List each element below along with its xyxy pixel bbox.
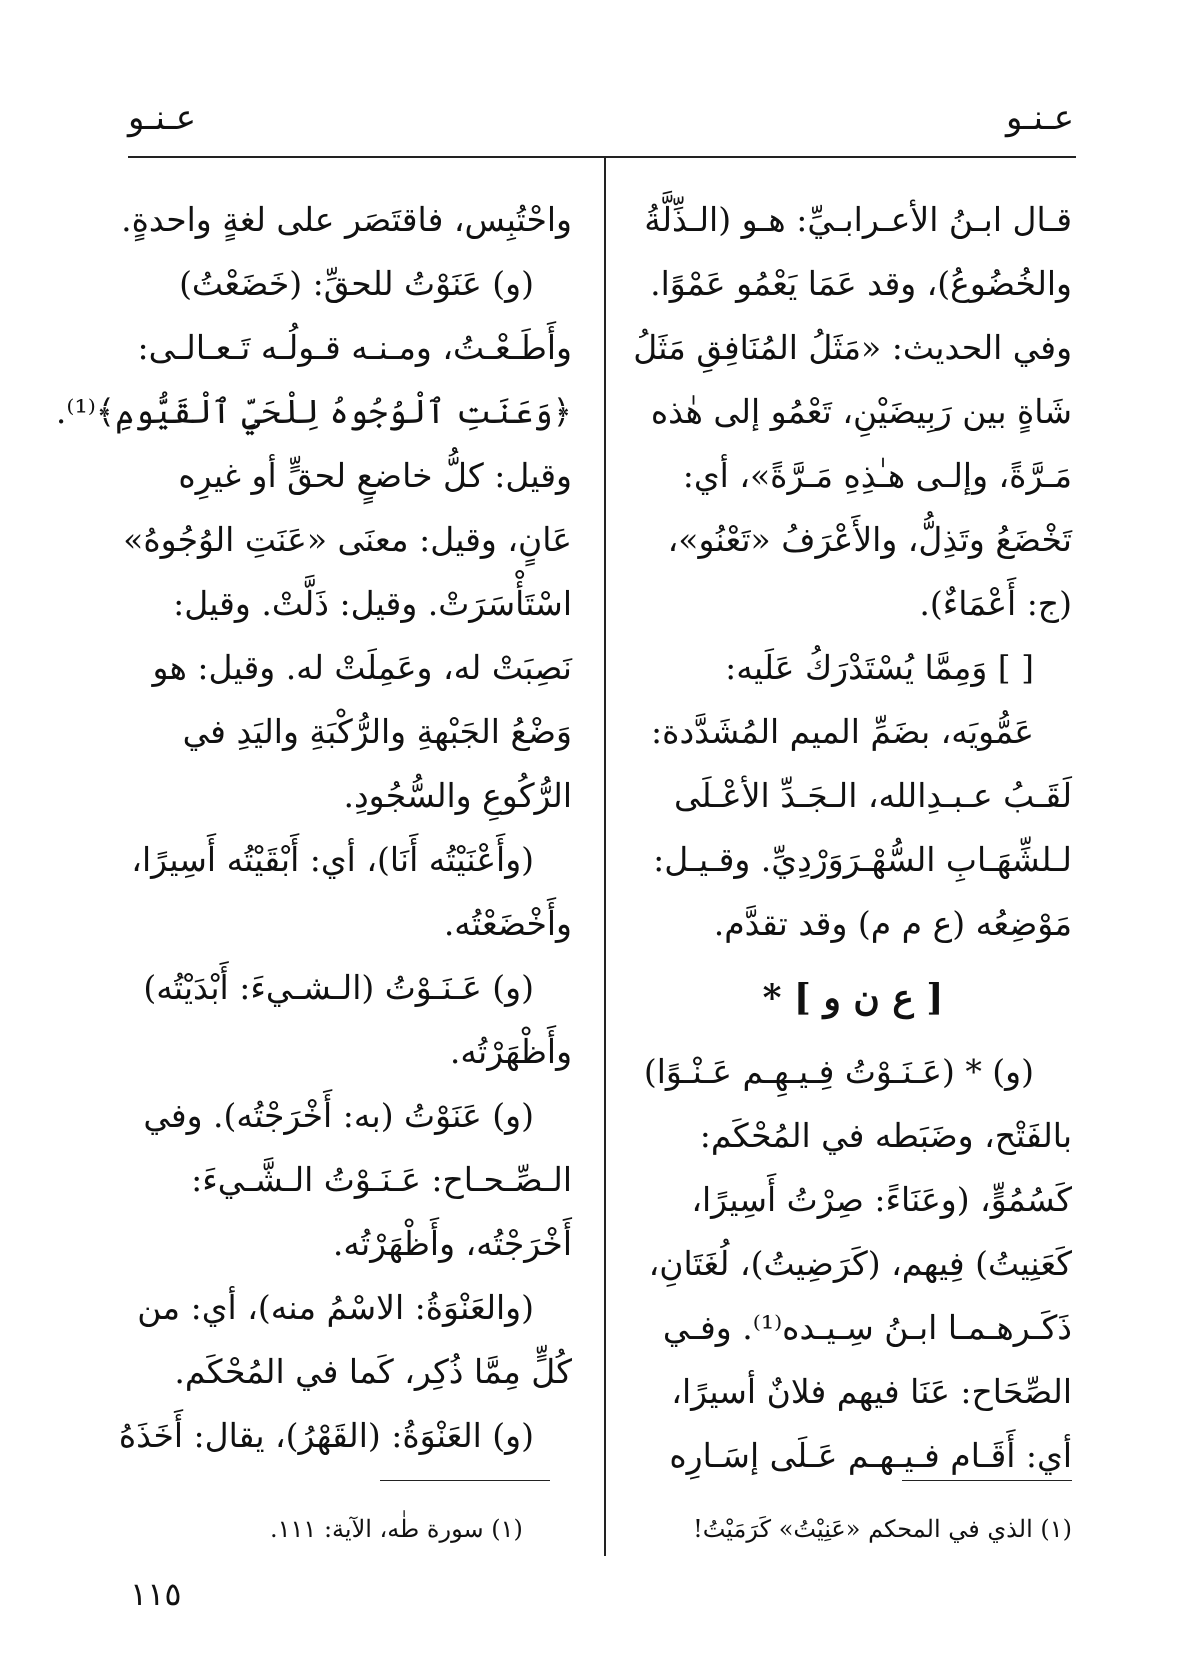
text-line: وأَطَـعْـتُ، ومـنـه قـولُـه تَـعـالـى: — [137, 328, 572, 367]
text-line: شَاةٍ بين رَبِيضَيْنِ، تَعْمُو إلى هٰذه — [650, 392, 1072, 431]
text-line: أي: أَقَـام فـيـهـم عَـلَى إسَـارِه — [669, 1436, 1072, 1475]
text-line: [ ] وَمِمَّا يُسْتَدْرَكُ عَلَيه: — [725, 648, 1034, 687]
text-line: بالفَتْح، وضَبَطه في المُحْكَم: — [699, 1116, 1072, 1155]
running-head-right: عـنـو — [1005, 98, 1074, 138]
text-line: والخُضُوعُ)، وقد عَمَا يَعْمُو عَمْوًا. — [650, 264, 1072, 303]
text-line: لَقَـبُ عـبـدِالله، الـجَـدِّ الأعْـلَى — [673, 776, 1072, 815]
text-line: وأَخْضَعْتُه. — [443, 904, 572, 943]
text-line: نَصِبَتْ له، وعَمِلَتْ له. وقيل: هو — [152, 648, 572, 687]
text-line: كَسُمُوٍّ، (وعَنَاءً: صِرْتُ أَسِيرًا، — [691, 1180, 1072, 1219]
footnote-right: (١) الذي في المحكم «عَنِيْتُ» كَرَمَيْتُ! — [693, 1515, 1072, 1543]
text-line: مَـرَّةً، وإلـى هـٰذِهِ مَـرَّةً»، أي: — [682, 456, 1072, 495]
text-line: مَوْضِعُه (ع م م) وقد تقدَّم. — [713, 904, 1072, 943]
text-line: (و) عَنَوْتُ للحقِّ: (خَضَعْتُ) — [179, 264, 534, 303]
right-column — [634, 188, 1072, 1488]
entry-heading: [ ع ن و ] * — [762, 977, 944, 1019]
text-line: (و) عَنَوْتُ (به: أَخْرَجْتُه). وفي — [143, 1096, 534, 1135]
text-line: عَمُّويَه، بضَمِّ الميم المُشَدَّدة: — [651, 712, 1034, 751]
footnote-rule-right — [902, 1480, 1072, 1481]
page-number: ١١٥ — [130, 1575, 182, 1613]
text-line: (و) * (عَـنَـوْتُ فِـيـهِـم عَـنْـوًا) — [643, 1052, 1034, 1091]
text-line: عَانٍ، وقيل: معنَى «عَنَتِ الوُجُوهُ» — [123, 520, 572, 559]
running-head-left: عـنـو — [128, 98, 197, 138]
text-line: اسْتَأْسَرَتْ. وقيل: ذَلَّتْ. وقيل: — [173, 584, 572, 623]
text-line: ذَكَـرهـمـا ابـنُ سِـيـده⁽¹⁾. وفـي — [662, 1308, 1072, 1347]
text-line: (ج: أَعْمَاءٌ). — [919, 584, 1072, 623]
left-column — [55, 188, 572, 1468]
text-line: لـلشِّهَـابِ السُّهْـرَوَرْدِيِّ. وقـيـل: — [653, 840, 1072, 879]
text-line: كُلٍّ مِمَّا ذُكِر، كَما في المُحْكَم. — [174, 1352, 572, 1391]
text-line: قـال ابـنُ الأعـرابـيِّ: هـو (الـذِّلَّةُ — [644, 200, 1072, 239]
text-line: الرُّكُوعِ والسُّجُودِ. — [343, 776, 572, 815]
footnote-rule-left — [380, 1480, 550, 1481]
text-line: وقيل: كلُّ خاضعٍ لحقٍّ أو غيرِه — [178, 456, 572, 495]
text-line: (والعَنْوَةُ: الاسْمُ منه)، أي: من — [137, 1288, 534, 1327]
header-rule — [128, 156, 1076, 158]
text-line: وَضْعُ الجَبْهةِ والرُّكْبَةِ واليَدِ في — [182, 712, 572, 751]
text-line: الصِّحَاح: عَنَا فيهم فلانٌ أسيرًا، — [671, 1372, 1072, 1411]
text-line: الـصِّـحـاح: عَـنَـوْتُ الـشَّـيءَ: — [191, 1160, 572, 1199]
text-line: (و) عَـنَـوْتُ (الـشـيءَ: أَبْدَيْتُه) — [143, 968, 534, 1007]
text-line: أَخْرَجْتُه، وأَظْهَرْتُه. — [332, 1224, 572, 1263]
text-line: (وأَعْنَيْتُه أَنَا)، أي: أَبْقَيْتُه أَسِيرًا، — [131, 840, 534, 879]
column-divider — [604, 156, 606, 1556]
text-line: وأَظْهَرْتُه. — [449, 1032, 572, 1071]
text-line: (و) العَنْوَةُ: (القَهْرُ)، يقال: أَخَذَهُ — [118, 1416, 534, 1455]
text-line: وفي الحديث: «مَثَلُ المُنَافِقِ مَثَلُ — [633, 328, 1072, 367]
quran-verse-line: ﴿وَعَنَتِ ٱلْوُجُوهُ لِلْحَيِّ ٱلْقَيُّومِ﴾⁽¹⁾. — [55, 392, 572, 431]
footnote-left: (١) سورة طٰه، الآية: ١١١. — [270, 1515, 523, 1543]
text-line: واحْتُبِس، فاقتَصَر على لغةٍ واحدةٍ. — [121, 200, 572, 239]
text-line: تَخْضَعُ وتَذِلُّ، والأَعْرَفُ «تَعْنُو»، — [667, 520, 1072, 559]
text-line: كَعَنِيتُ) فِيهم، (كَرَضِيتُ)، لُغَتَانِ، — [648, 1244, 1072, 1283]
